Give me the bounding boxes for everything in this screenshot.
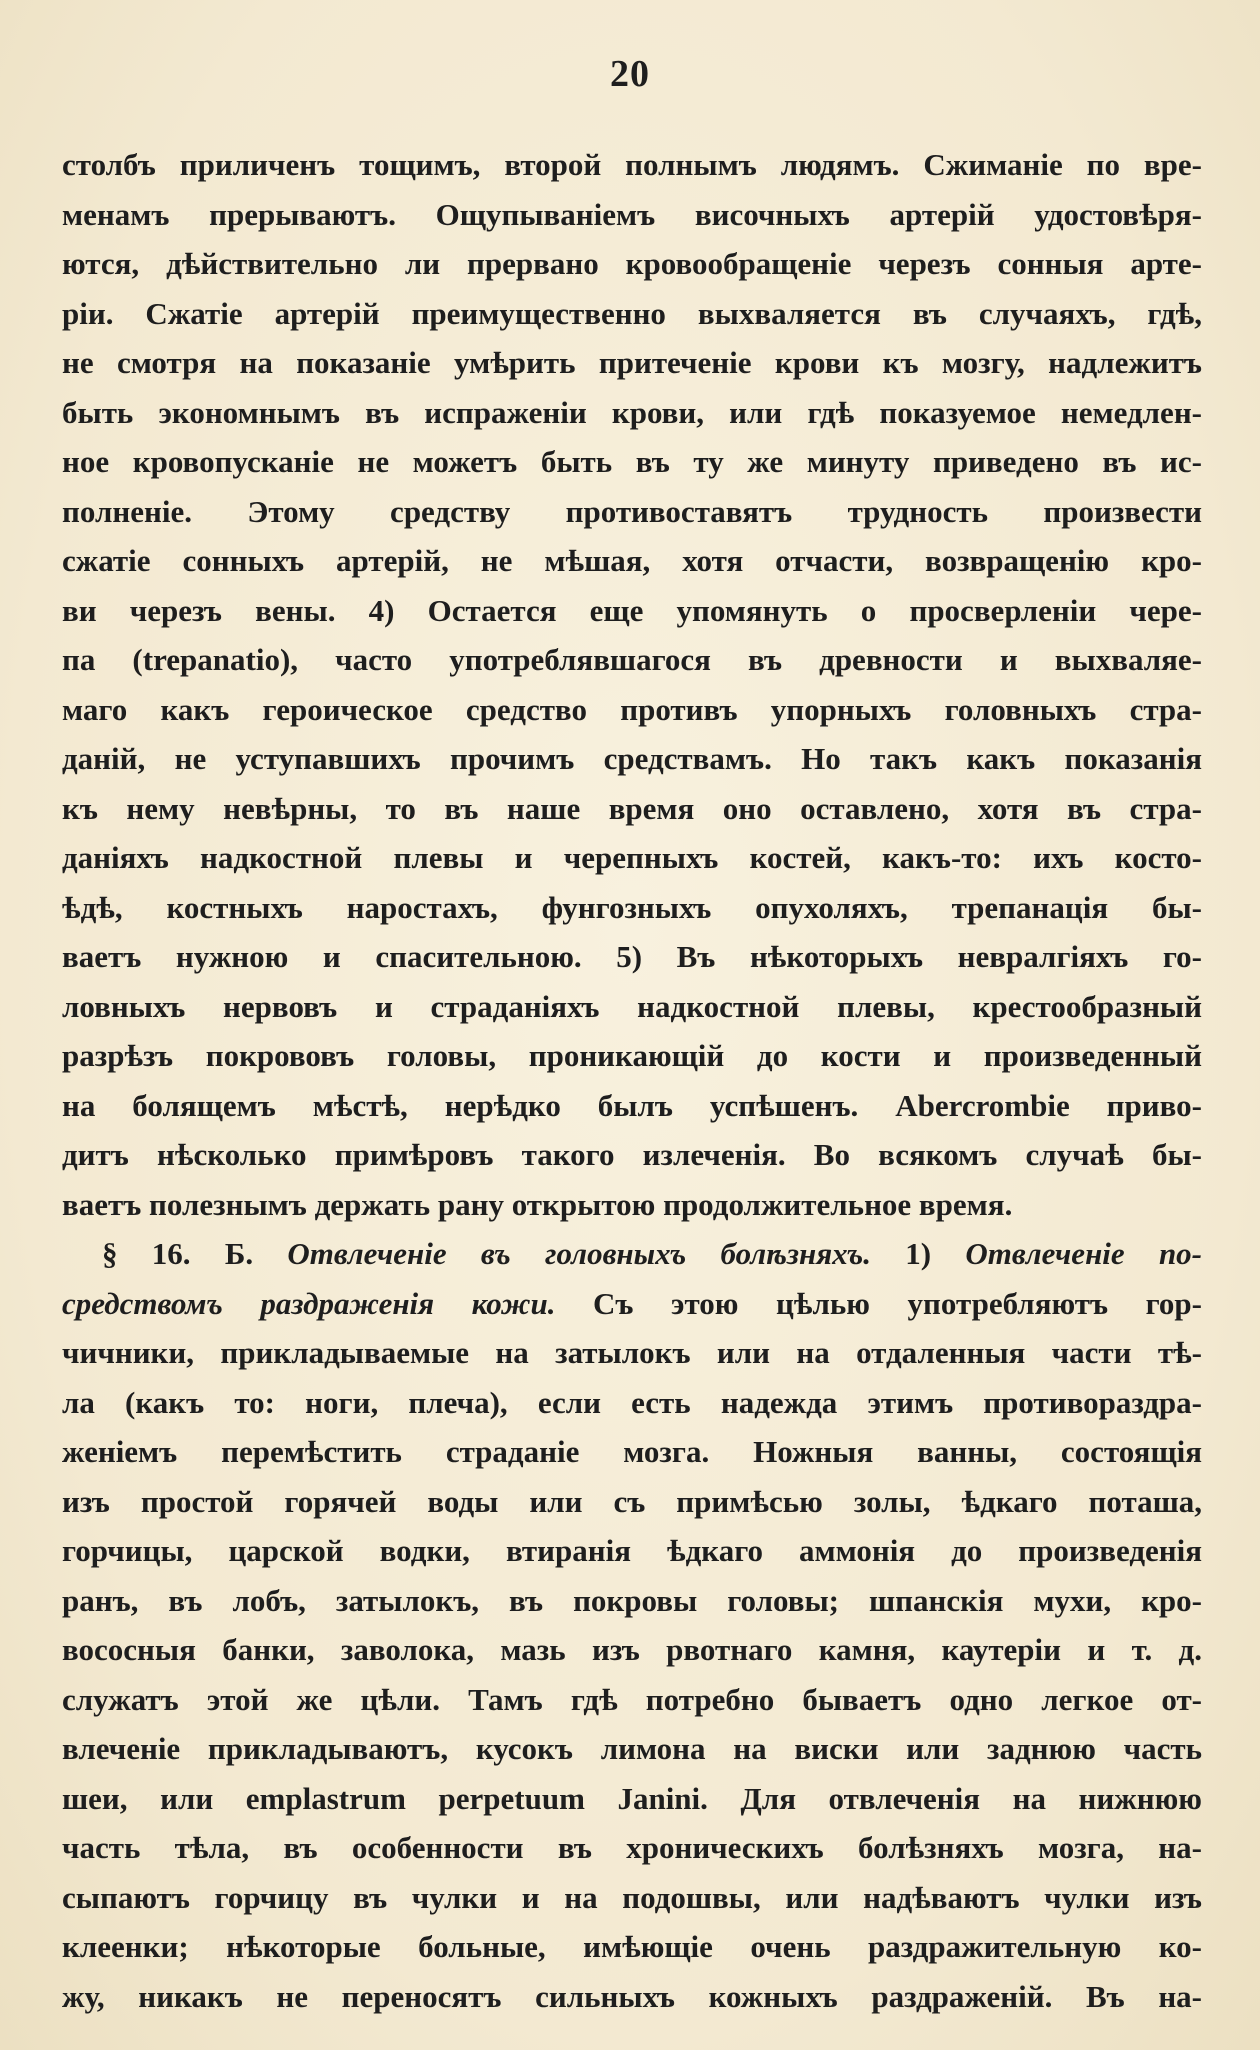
- text-line: ваетъ полезнымъ держать рану открытою продолжительное время.: [62, 1186, 1013, 1222]
- text-line: разрѣзъ покрововъ головы, проникающій до кости и произведенный: [62, 1038, 1202, 1073]
- text-line: ются, дѣйствительно ли прервано кровообращеніе черезъ сонныя арте-: [62, 246, 1202, 281]
- section-prefix: § 16. Б.: [102, 1236, 288, 1271]
- text-line: сжатіе сонныхъ артерій, не мѣшая, хотя отчасти, возвращенію кро-: [62, 543, 1202, 578]
- text-line: даній, не уступавшихъ прочимъ средствамъ. Но такъ какъ показанія: [62, 741, 1202, 776]
- body-text: [62, 140, 1202, 2021]
- section-title: Отвлеченіе въ головныхъ болѣзняхъ.: [287, 1236, 871, 1271]
- section-heading-line: [62, 1229, 1202, 1279]
- text-line: полненіе. Этому средству противоставятъ трудность произвести: [62, 493, 1202, 529]
- text-line: чичники, прикладываемые на затылокъ или на отдаленныя части тѣ-: [62, 1335, 1202, 1370]
- text-line: женіемъ перемѣстить страданіе мозга. Ножныя ванны, состоящія: [62, 1434, 1202, 1469]
- text-line: шеи, или emplastrum perpetuum Janini. Для отвлеченія на нижнюю: [62, 1780, 1202, 1816]
- text-line: сыпаютъ горчицу въ чулки и на подошвы, или надѣваютъ чулки изъ: [62, 1879, 1202, 1915]
- text-line: вососныя банки, заволока, мазь изъ рвотнаго камня, каутеріи и т. д.: [62, 1632, 1202, 1667]
- text-line: ваетъ нужною и спасительною. 5) Въ нѣкоторыхъ невралгіяхъ го-: [62, 939, 1202, 974]
- text-line: па (trepanatio), часто употреблявшагося въ древности и выхваляе-: [62, 642, 1202, 677]
- text-line: менамъ прерываютъ. Ощупываніемъ височныхъ артерій удостовѣря-: [62, 196, 1202, 232]
- text-line: маго какъ героическое средство противъ упорныхъ головныхъ стра-: [62, 691, 1202, 727]
- subsection-title-part-a: Отвлеченіе по-: [965, 1236, 1202, 1271]
- text-line: служатъ этой же цѣли. Тамъ гдѣ потребно бываетъ одно легкое от-: [62, 1681, 1202, 1717]
- section-middle: 1): [870, 1236, 966, 1271]
- text-line: ѣдѣ, костныхъ наростахъ, фунгозныхъ опухоляхъ, трепанація бы-: [62, 889, 1202, 925]
- text-line: ное кровопусканіе не можетъ быть въ ту же минуту приведено въ ис-: [62, 444, 1202, 479]
- text-line: быть экономнымъ въ испраженіи крови, или гдѣ показуемое немедлен-: [62, 394, 1202, 430]
- text-line: дитъ нѣсколько примѣровъ такого излеченія. Во всякомъ случаѣ бы-: [62, 1137, 1202, 1172]
- text-line: изъ простой горячей воды или съ примѣсью золы, ѣдкаго поташа,: [62, 1483, 1202, 1519]
- text-line: горчицы, царской водки, втиранія ѣдкаго аммонія до произведенія: [62, 1533, 1202, 1568]
- text-line: влеченіе прикладываютъ, кусокъ лимона на виски или заднюю часть: [62, 1731, 1202, 1766]
- subsection-title-part-b: средствомъ раздраженія кожи.: [62, 1285, 556, 1321]
- section-line-rest: Съ этою цѣлью употребляютъ гор-: [555, 1285, 1202, 1321]
- text-line: ловныхъ нервовъ и страданіяхъ надкостной плевы, крестообразный: [62, 988, 1202, 1024]
- section-subheading-line: [62, 1279, 1202, 1329]
- text-line: столбъ приличенъ тощимъ, второй полнымъ людямъ. Сжиманіе по вре-: [62, 147, 1202, 182]
- text-line: на болящемъ мѣстѣ, нерѣдко былъ успѣшенъ. Abercrombie приво-: [62, 1087, 1202, 1123]
- text-line: ви черезъ вены. 4) Остается еще упомянуть о просверленіи чере-: [62, 592, 1202, 628]
- text-line: ла (какъ то: ноги, плеча), если есть надежда этимъ противораздра-: [62, 1384, 1202, 1420]
- text-line: даніяхъ надкостной плевы и черепныхъ костей, какъ-то: ихъ косто-: [62, 840, 1202, 875]
- text-line: ранъ, въ лобъ, затылокъ, въ покровы головы; шпанскія мухи, кро-: [62, 1582, 1202, 1618]
- page-number: 20: [610, 53, 650, 95]
- text-line: часть тѣла, въ особенности въ хроническихъ болѣзняхъ мозга, на-: [62, 1830, 1202, 1865]
- text-line: ріи. Сжатіе артерій преимущественно выхваляется въ случаяхъ, гдѣ,: [62, 295, 1202, 331]
- text-line: къ нему невѣрны, то въ наше время оно оставлено, хотя въ стра-: [62, 790, 1202, 826]
- text-line: клеенки; нѣкоторые больные, имѣющіе очень раздражительную ко-: [62, 1929, 1202, 1964]
- text-line: жу, никакъ не переносятъ сильныхъ кожныхъ раздраженій. Въ на-: [62, 1978, 1202, 2014]
- text-line: не смотря на показаніе умѣрить притеченіе крови къ мозгу, надлежитъ: [62, 345, 1202, 380]
